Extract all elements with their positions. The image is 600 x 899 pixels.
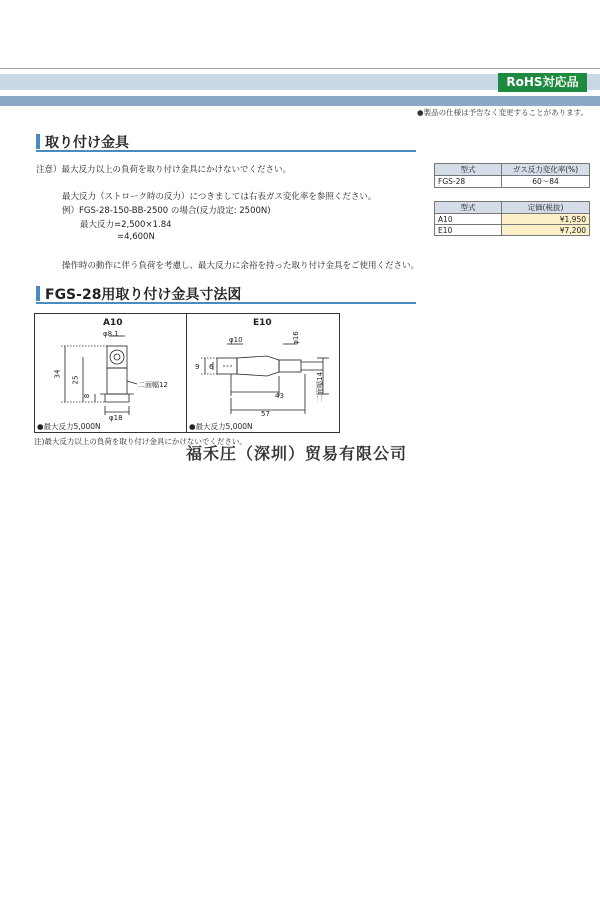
section-title: 取り付け金具 xyxy=(45,135,129,151)
table-row xyxy=(435,214,590,225)
cell-model: A10 xyxy=(435,214,502,225)
max-force-label: ●最大反力5,000N xyxy=(37,422,101,431)
dim-across-flats: 二面幅12 xyxy=(138,381,168,389)
eye-hole-inner xyxy=(114,354,120,360)
dim-height-25: 25 xyxy=(71,375,80,385)
drawing-a10 xyxy=(34,313,187,433)
drawing-label: A10 xyxy=(103,318,123,328)
dim-length-57: 57 xyxy=(261,410,270,418)
top-rule xyxy=(0,68,600,69)
dim-head-height: 9 xyxy=(195,363,200,371)
section-title: FGS-28用取り付け金具寸法図 xyxy=(45,287,242,303)
dim-body-diameter: φ16 xyxy=(291,331,300,345)
section-heading-mounting xyxy=(36,132,416,152)
dim-height-34: 34 xyxy=(53,369,62,379)
company-watermark: 福禾圧（深圳）贸易有限公司 xyxy=(186,444,408,463)
cell-model: E10 xyxy=(435,225,502,236)
col-header-price: 定価(税抜) xyxy=(502,202,590,214)
usage-advice: 操作時の動作に伴う負荷を考慮し、最大反力に余裕を持った取り付け金具をご使用ください。 xyxy=(62,261,420,271)
rohs-badge: RoHS対応品 xyxy=(498,73,587,92)
dim-across-flats: 二面幅14 xyxy=(315,372,324,402)
calc-line: 最大反力=2,500×1.84 xyxy=(80,220,172,230)
dim-base-diameter: φ18 xyxy=(109,414,123,422)
dim-eye-diameter: φ8.1 xyxy=(103,330,119,338)
col-header-model: 型式 xyxy=(435,164,502,176)
spec-change-note: ●製品の仕様は予告なく変更することがあります。 xyxy=(417,108,588,117)
max-force-reference: 最大反力（ストローク時の反力）につきましては右表ガス変化率を参照ください。 xyxy=(62,192,377,202)
heading-marker xyxy=(36,286,40,301)
cell-price: ¥1,950 xyxy=(502,214,590,225)
col-header-model: 型式 xyxy=(435,202,502,214)
cell-rate: 60～84 xyxy=(502,176,590,188)
section-heading-dimensions xyxy=(36,284,416,304)
caution-note: 注意）最大反力以上の負荷を取り付け金具にかけないでください。 xyxy=(36,165,292,175)
gas-change-table xyxy=(434,163,590,188)
rod-end-thread xyxy=(279,360,301,372)
dim-head-diameter: φ10 xyxy=(229,336,243,344)
header-band-secondary xyxy=(0,96,600,106)
col-header-rate: ガス反力変化率(%) xyxy=(502,164,590,176)
dim-length-43: 43 xyxy=(275,392,284,400)
heading-marker xyxy=(36,134,40,149)
rod-end-body xyxy=(237,356,279,376)
cell-price: ¥7,200 xyxy=(502,225,590,236)
example-line: 例）FGS-28-150-BB-2500 の場合(反力設定: 2500N) xyxy=(62,206,271,216)
eye-hole xyxy=(110,350,124,364)
dim-height-8: 8 xyxy=(83,393,92,399)
footer-caution: 注)最大反力以上の負荷を取り付け金具にかけないでください。 xyxy=(34,437,247,446)
max-force-label: ●最大反力5,000N xyxy=(189,422,253,431)
cell-model: FGS-28 xyxy=(435,176,502,188)
table-row xyxy=(435,225,590,236)
drawing-label: E10 xyxy=(253,318,272,328)
dim-hole: 6 xyxy=(209,363,214,371)
calc-result: =4,600N xyxy=(117,232,155,242)
shank xyxy=(107,368,127,394)
drawing-e10 xyxy=(186,313,340,433)
price-table xyxy=(434,201,590,236)
